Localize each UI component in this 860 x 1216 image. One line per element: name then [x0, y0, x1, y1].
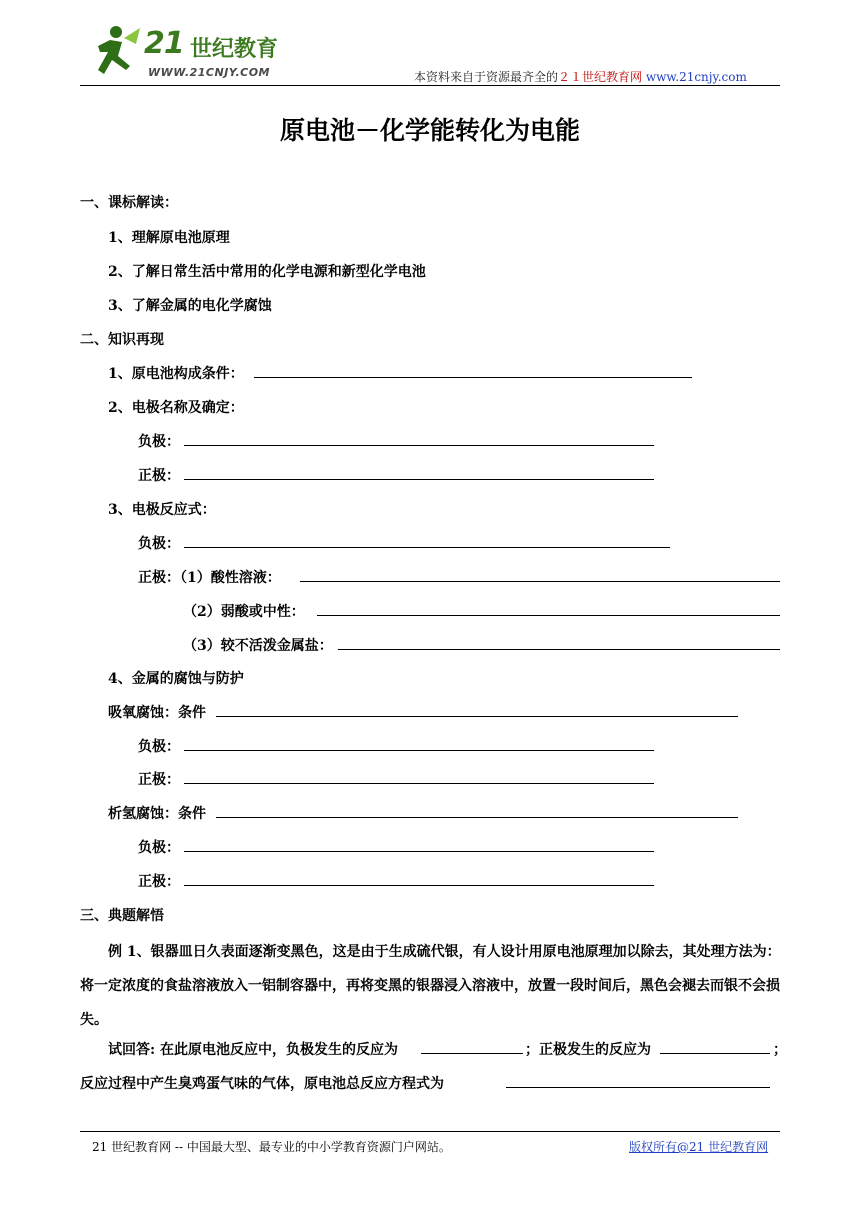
- logo-url: WWW.21CNJY.COM: [148, 66, 270, 79]
- question-part-a: 试回答: 在此原电池反应中，负极发生的反应为: [108, 1042, 399, 1058]
- q2-positive-label: 正极：: [138, 468, 180, 484]
- footer-divider: [80, 1131, 780, 1132]
- q2-label: 2、电极名称及确定：: [108, 400, 244, 416]
- q3-positive-neutral-blank[interactable]: [317, 615, 780, 616]
- section3-heading: 三、典题解悟: [80, 908, 164, 924]
- hydrogen-corrosion-blank[interactable]: [216, 817, 738, 818]
- footer-copyright-link[interactable]: 版权所有@21 世纪教育网: [629, 1140, 769, 1154]
- runner-logo-icon: [86, 22, 146, 82]
- header-note-url[interactable]: www.21cnjy.com: [645, 70, 747, 84]
- q2-negative-blank[interactable]: [184, 445, 654, 446]
- q1-blank[interactable]: [254, 377, 692, 378]
- oxygen-positive-blank[interactable]: [184, 783, 654, 784]
- q3-positive-acid-label: 正极：（1）酸性溶液：: [138, 570, 281, 586]
- page-title: 原电池－化学能转化为电能: [279, 116, 580, 145]
- q4-label: 4、金属的腐蚀与防护: [108, 671, 244, 687]
- footer-left: 21 世纪教育网 -- 中国最大型、最专业的中小学教育资源门户网站。: [92, 1140, 451, 1154]
- example-paragraph: 例 1、银器皿日久表面逐渐变黑色，这是由于生成硫代银，有人设计用原电池原理加以除去，其处理方法为：将一定浓度的食盐溶液放入一铝制容器中，再将变黑的银器浸入溶液中，放置一段时间后，黑色会褪去而银不会损失。: [80, 944, 781, 1028]
- q2-negative-label: 负极：: [138, 434, 180, 450]
- section1-item-3: 3、了解金属的电化学腐蚀: [108, 298, 272, 314]
- q2-positive-blank[interactable]: [184, 479, 654, 480]
- q3-negative-label: 负极：: [138, 536, 180, 552]
- q3-negative-blank[interactable]: [184, 547, 670, 548]
- header-note: [414, 68, 747, 85]
- q1-label: 1、原电池构成条件：: [108, 366, 244, 382]
- oxygen-corrosion-label: 吸氧腐蚀：条件: [108, 705, 206, 721]
- section1-heading: 一、课标解读：: [80, 195, 178, 211]
- positive-reaction-blank[interactable]: [660, 1053, 770, 1054]
- logo-text: 世纪教育: [190, 37, 279, 62]
- hydrogen-corrosion-label: 析氢腐蚀：条件: [108, 806, 206, 822]
- q3-positive-neutral-label: （2）弱酸或中性：: [183, 604, 305, 620]
- header-note-prefix: 本资料来自于资源最齐全的: [414, 70, 559, 84]
- section1-item-1: 1、理解原电池原理: [108, 230, 230, 246]
- q3-label: 3、电极反应式：: [108, 502, 216, 518]
- oxygen-corrosion-blank[interactable]: [216, 716, 738, 717]
- oxygen-negative-label: 负极：: [138, 739, 180, 755]
- header-divider: [80, 85, 780, 86]
- oxygen-negative-blank[interactable]: [184, 750, 654, 751]
- hydrogen-negative-label: 负极：: [138, 840, 180, 856]
- total-reaction-blank[interactable]: [506, 1087, 770, 1088]
- section2-heading: 二、知识再现: [80, 332, 164, 348]
- logo-number: 21: [144, 26, 184, 61]
- hydrogen-positive-label: 正极：: [138, 874, 180, 890]
- section1-item-2: 2、了解日常生活中常用的化学电源和新型化学电池: [108, 264, 426, 280]
- question-part-c: ；: [773, 1042, 787, 1058]
- question-part-b: ；正极发生的反应为: [525, 1042, 651, 1058]
- oxygen-positive-label: 正极：: [138, 772, 180, 788]
- q3-positive-salt-label: （3）较不活泼金属盐：: [183, 638, 333, 654]
- negative-reaction-blank[interactable]: [421, 1053, 523, 1054]
- hydrogen-positive-blank[interactable]: [184, 885, 654, 886]
- header-note-site[interactable]: ２１世纪教育网: [558, 70, 643, 84]
- hydrogen-negative-blank[interactable]: [184, 851, 654, 852]
- site-logo: [86, 22, 286, 84]
- q3-positive-salt-blank[interactable]: [338, 649, 780, 650]
- q3-positive-acid-blank[interactable]: [300, 581, 780, 582]
- question-part-d: 反应过程中产生臭鸡蛋气味的气体，原电池总反应方程式为: [80, 1076, 444, 1092]
